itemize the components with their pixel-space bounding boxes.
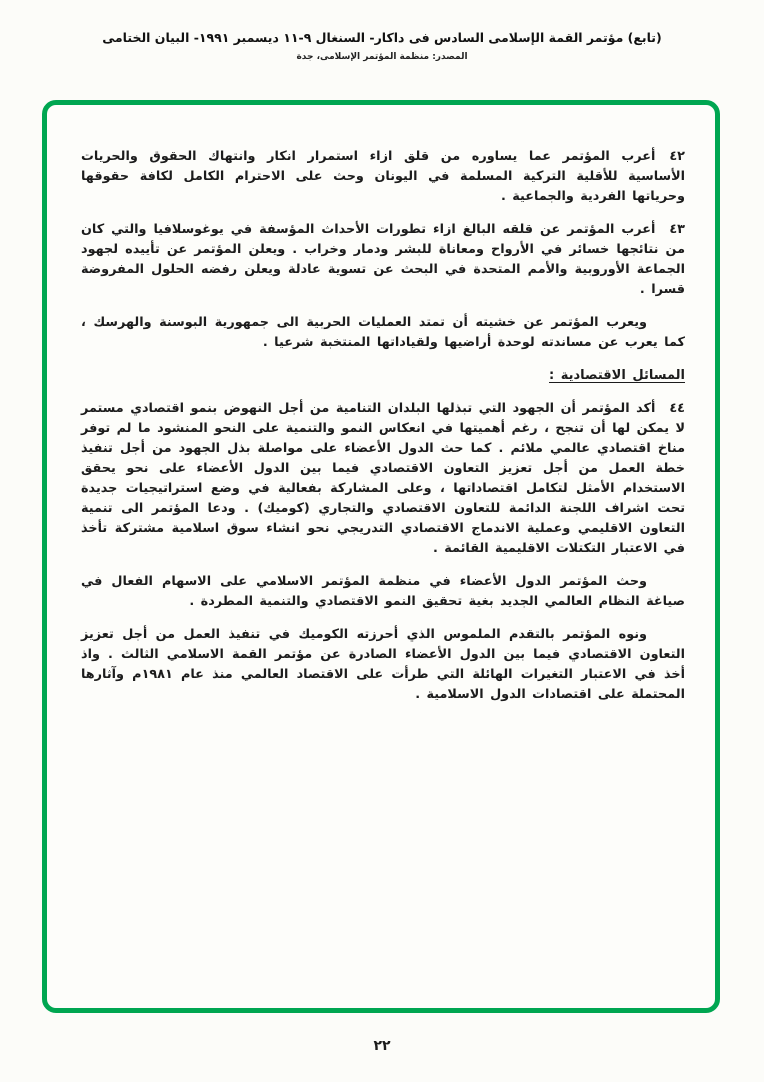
document-title: (تابع) مؤتمر القمة الإسلامى السادس فى داكار- السنغال ٩-١١ ديسمبر ١٩٩١- البيان الختامى — [102, 30, 662, 45]
paragraph-text: أعرب المؤتمر عما يساوره من قلق ازاء استمرار انكار وانتهاك الحقوق والحريات الأساسية للأقلية التركية المسلمة في اليونان وحث على الاحترام الكامل لكافة حقوقها وحرياتها الفردية والجماعية . — [81, 149, 685, 204]
paragraph-continuation-new-world-order — [81, 572, 685, 612]
paragraph-number: ٤٤ — [669, 401, 685, 416]
document-source: المصدر: منظمة المؤتمر الإسلامى، جدة — [296, 52, 468, 62]
document-body — [81, 147, 685, 705]
page-number: ٢٢ — [373, 1038, 391, 1054]
paragraph-continuation-bosnia — [81, 313, 685, 353]
content-frame — [42, 100, 720, 1013]
paragraph-43 — [81, 220, 685, 300]
paragraph-text: ونوه المؤتمر بالتقدم الملموس الذي أحرزته الكوميك في تنفيذ العمل من أجل تعزيز التعاون الاقتصادي فيما بين الدول الأعضاء الصادرة عن مؤتمر القمة الاسلامي الثالث . واذ أخذ في الاعتبار التغيرات الهائلة التي طرأت على الاقتصاد العالمي منذ عام ١٩٨١م وآثارها المحتملة على اقتصادات الدول الاسلامية . — [81, 627, 685, 702]
paragraph-text: أكد المؤتمر أن الجهود التي تبذلها البلدان التنامية من أجل النهوض بنمو اقتصادي مستمر لا يمكن لها أن تنجح ، رغم أهميتها في انعكاس النمو والتنمية على النحو المنشود ما لم توفر مناخ اقتصادي عالمي ملائم . كما حث الدول الأعضاء على مواصلة بذل الجهود من أجل تنفيذ خطة العمل من أجل تعزيز التعاون الاقتصادي فيما بين الدول الأعضاء على نحو يحقق الاستخدام الأمثل لتكامل اقتصاداتها ، وعلى المشاركة بفعالية في وضع استراتيجيات جديدة تحت اشراف اللجنة الدائمة للتعاون الاقتصادي والتجاري (كوميك) . ودعا المؤتمر الى تنمية التعاون الاقليمي وعملية الاندماج الاقتصادي التدريجي نحو انشاء سوق اسلامية مشتركة تأخذ في الاعتبار التكتلات الاقليمية القائمة . — [81, 401, 685, 556]
paragraph-continuation-comcec — [81, 625, 685, 705]
section-heading-text: المسائل الاقتصادية : — [549, 368, 685, 383]
paragraph-42 — [81, 147, 685, 207]
section-heading-economic-matters — [81, 366, 685, 386]
paragraph-number: ٤٣ — [669, 222, 685, 237]
page-footer — [0, 1038, 764, 1054]
paragraph-text: أعرب المؤتمر عن قلقه البالغ ازاء تطورات الأحداث المؤسفة في يوغوسلافيا والتي كان من نتائجها خسائر في الأرواح ومعاناة للبشر ودمار وخراب . ويعلن المؤتمر عن تأييده لجهود الجماعة الأوروبية والأمم المتحدة في البحث عن تسوية عادلة ويعلن رفضه الحلول المفروضة قسرا . — [81, 222, 685, 297]
document-header — [0, 30, 764, 62]
paragraph-44 — [81, 399, 685, 559]
paragraph-text: ويعرب المؤتمر عن خشيته أن تمتد العمليات الحربية الى جمهورية البوسنة والهرسك ، كما يعرب عن مساندته لوحدة أراضيها ولقياداتها المنتخبة شرعيا . — [81, 315, 685, 350]
paragraph-text: وحث المؤتمر الدول الأعضاء في منظمة المؤتمر الاسلامي على الاسهام الفعال في صياغة النظام العالمي الجديد بغية تحقيق النمو الاقتصادي والتنمية المطردة . — [81, 574, 685, 609]
paragraph-number: ٤٢ — [669, 149, 685, 164]
